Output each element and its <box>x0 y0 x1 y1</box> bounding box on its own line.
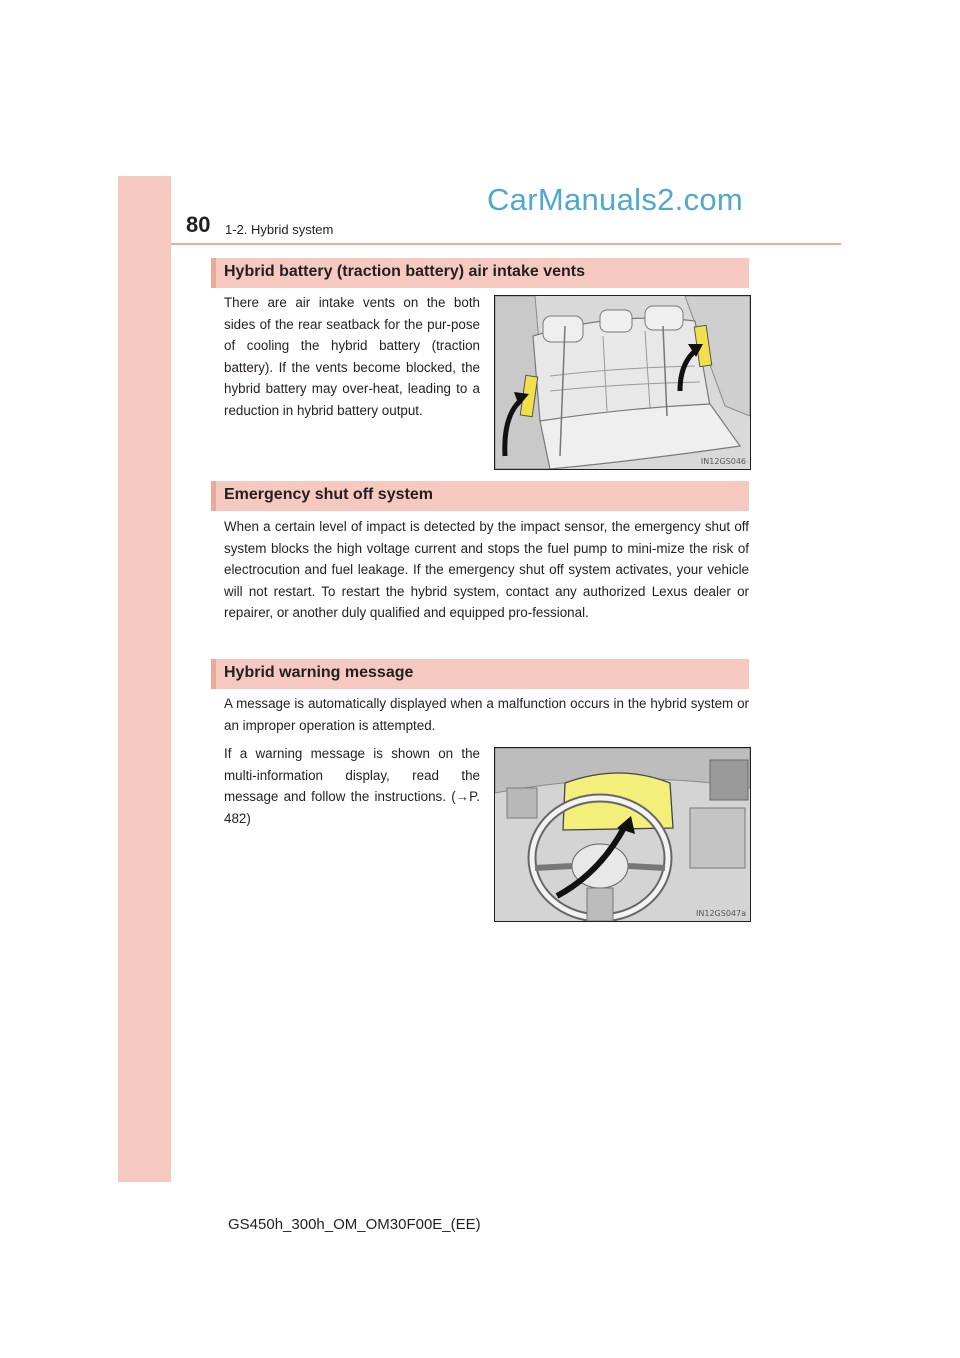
page-number: 80 <box>186 212 211 237</box>
heading-accent-bar <box>211 258 216 288</box>
steering-wheel-figure <box>494 747 751 922</box>
chapter-sidebar-tab <box>118 176 171 1182</box>
section-title: Emergency shut off system <box>224 486 433 503</box>
dashboard-illustration <box>495 748 750 921</box>
header-rule <box>171 243 841 245</box>
section-title: Hybrid battery (traction battery) air intake vents <box>224 263 585 280</box>
rear-seat-illustration <box>495 296 750 469</box>
section-reference: 1-2. Hybrid system <box>225 222 334 237</box>
heading-accent-bar <box>211 481 216 511</box>
footer-document-code: GS450h_300h_OM_OM30F00E_(EE) <box>228 1216 481 1233</box>
section-heading-warning-message <box>211 659 749 689</box>
paragraph-warning-instructions: If a warning message is shown on the multi-information display, read the message and follow the instructions. (→P. 482) <box>224 746 480 826</box>
rear-seat-figure <box>494 295 751 470</box>
section-heading-emergency-shut-off <box>211 481 749 511</box>
figure-code: IN12GS046 <box>700 457 746 466</box>
figure-code: IN12GS047a <box>696 909 746 918</box>
watermark-logo: CarManuals2.com <box>487 182 744 217</box>
paragraph-warning-message: A message is automatically displayed when a malfunction occurs in the hybrid system or an improper operation is attempted. <box>224 696 749 733</box>
section-title: Hybrid warning message <box>224 664 414 681</box>
heading-accent-bar <box>211 659 216 689</box>
paragraph-emergency-shut-off: When a certain level of impact is detected by the impact sensor, the emergency shut off system blocks the high voltage current and stops the fuel pump to mini-mize the risk of electrocution and fuel leakage. If the emergency shut off system activates, your vehicle will not restart. To restart the hybrid system, contact any authorized Lexus dealer or repairer, or another duly qualified and equipped pro-fessional. <box>224 519 749 620</box>
section-heading-air-intake <box>211 258 749 288</box>
paragraph-air-intake: There are air intake vents on the both sides of the rear seatback for the pur-pose of cooling the hybrid battery (traction battery). If the vents become blocked, the hybrid battery may over-heat, leading to a reduction in hybrid battery output. <box>224 295 480 418</box>
